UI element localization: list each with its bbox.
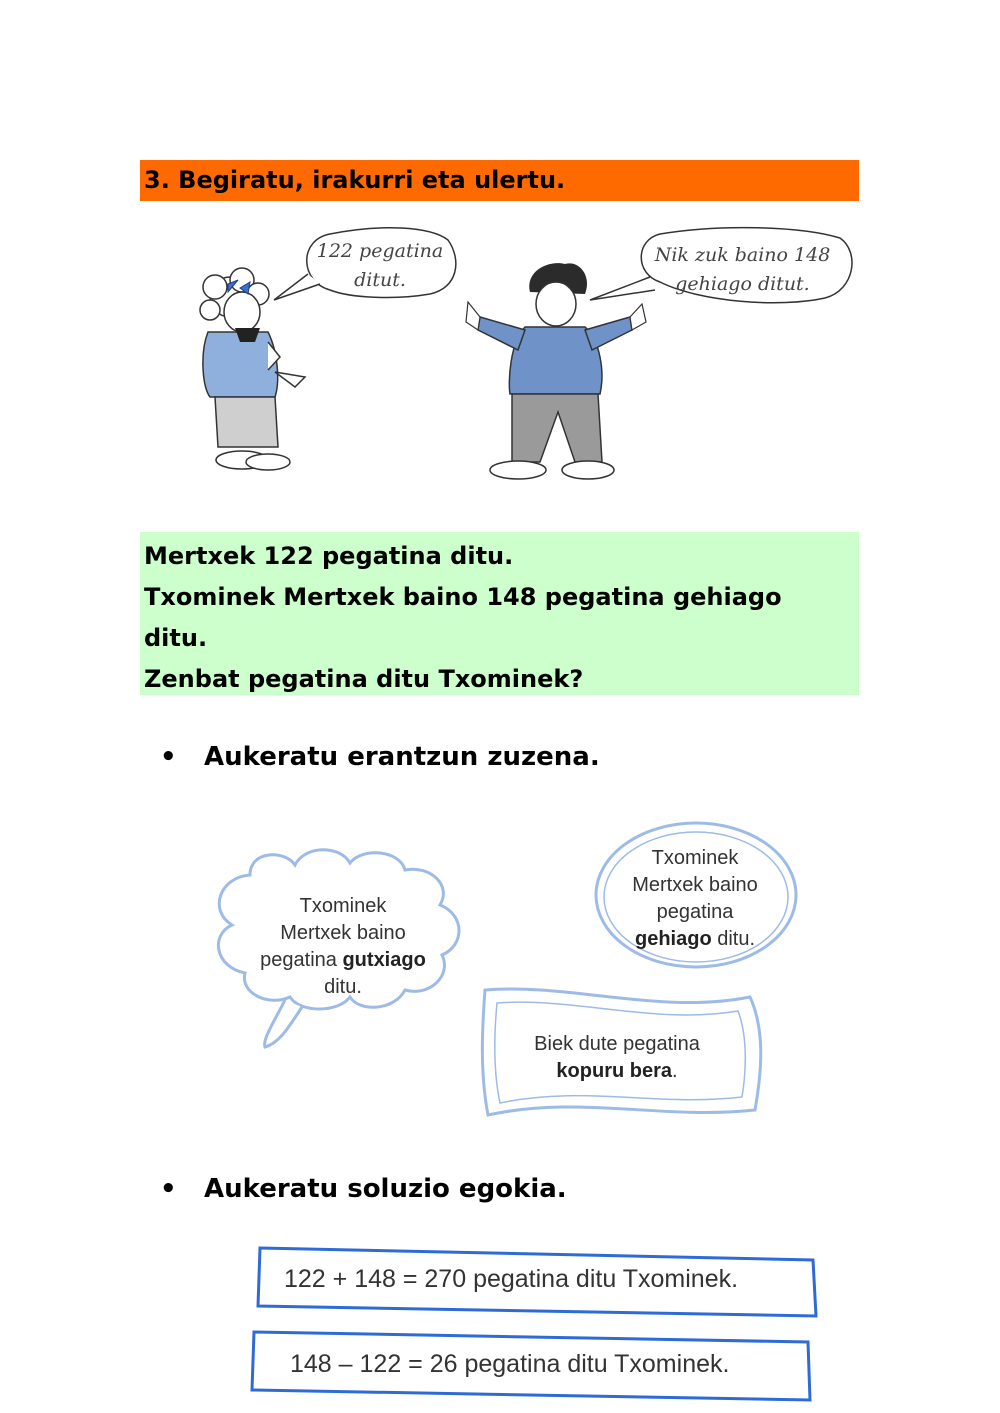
girl-figure — [200, 268, 305, 470]
section-heading — [140, 160, 859, 201]
girl-speech-line-1: 122 pegatina — [316, 240, 444, 262]
choice-more[interactable] — [605, 845, 785, 953]
bullet-icon: • — [160, 1174, 177, 1204]
choice-same-line-2: kopuru bera. — [556, 1060, 678, 1082]
choice-less-line-1: Txominek — [299, 895, 387, 917]
choice-more-line-2: Mertxek baino — [632, 874, 758, 896]
boy-speech-line-1: Nik zuk baino 148 — [654, 244, 831, 266]
task2-instruction — [160, 1174, 567, 1204]
problem-statement — [140, 532, 859, 695]
task2-label: Aukeratu soluzio egokia. — [204, 1174, 567, 1204]
choice-more-line-3: pegatina — [656, 901, 734, 923]
choice-same[interactable] — [512, 1031, 722, 1085]
choice-less[interactable] — [238, 893, 448, 1001]
choice-more-line-4: gehiago ditu. — [634, 928, 756, 950]
boy-speech-text — [645, 241, 840, 299]
choice-more-line-1: Txominek — [651, 847, 739, 869]
task1-instruction — [160, 742, 600, 772]
problem-line-2: Txominek Mertxek baino 148 pegatina gehiago — [144, 583, 782, 611]
problem-line-4: Zenbat pegatina ditu Txominek? — [144, 665, 584, 693]
choice-less-line-3: pegatina gutxiago — [260, 949, 426, 971]
section-heading-text: 3. Begiratu, irakurri eta ulertu. — [144, 166, 566, 194]
problem-line-3: ditu. — [144, 624, 208, 652]
task1-label: Aukeratu erantzun zuzena. — [204, 742, 600, 772]
girl-speech-text — [305, 237, 455, 295]
bullet-icon: • — [160, 742, 177, 772]
choice-same-line-1: Biek dute pegatina — [534, 1033, 700, 1055]
boy-speech-line-2: gehiago ditut. — [675, 273, 810, 295]
solution-option-1[interactable]: 122 + 148 = 270 pegatina ditu Txominek. — [284, 1265, 739, 1293]
solution-option-2[interactable]: 148 – 122 = 26 pegatina ditu Txominek. — [290, 1350, 730, 1378]
girl-speech-line-2: ditut. — [354, 269, 406, 291]
choice-less-line-2: Mertxek baino — [280, 922, 406, 944]
problem-line-1: Mertxek 122 pegatina ditu. — [144, 542, 514, 570]
choice-less-line-4: ditu. — [324, 976, 362, 998]
